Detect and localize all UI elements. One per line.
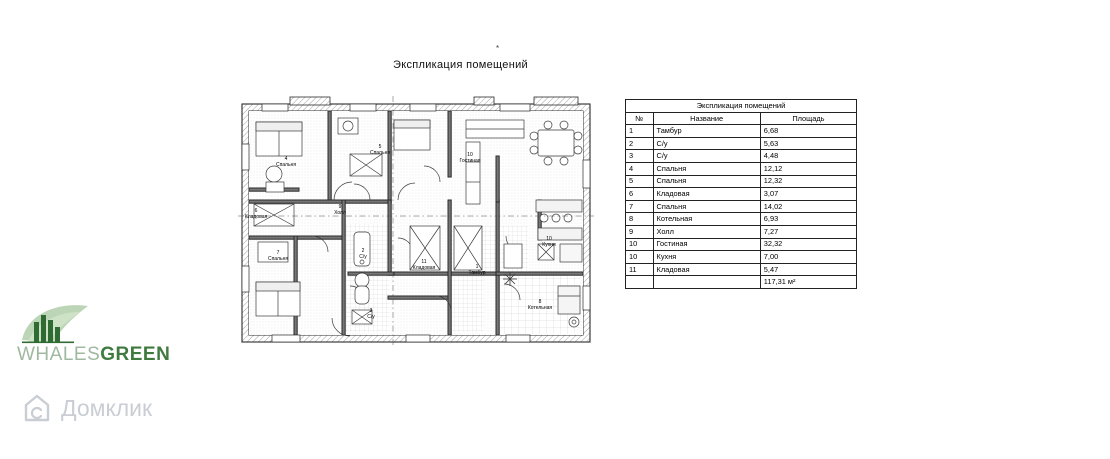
watermark-domclick: [22, 392, 152, 424]
watermark-whales-green: [14, 296, 214, 370]
room-num: 4: [284, 156, 288, 162]
cell-name: Кладовая: [653, 263, 760, 276]
cell-area: 7,27: [760, 225, 856, 238]
cell-num: 5: [626, 175, 654, 188]
whales-word: WHALES: [17, 344, 101, 365]
table-row: [626, 251, 857, 264]
page-title: Экспликация помещений: [393, 59, 528, 71]
cell-name: С/у: [653, 150, 760, 163]
total-spacer-num: [626, 276, 654, 289]
room-name: С/у: [359, 254, 367, 261]
room-name: Гостиная: [459, 158, 481, 165]
room-name: Кухня: [542, 242, 556, 249]
table-row: [626, 238, 857, 251]
cell-num: 9: [626, 225, 654, 238]
room-num: 3: [369, 308, 373, 314]
cell-num: 7: [626, 200, 654, 213]
whales-green-wordmark: [17, 344, 170, 366]
room-num: 10: [546, 236, 552, 242]
room-num: 10: [467, 152, 473, 158]
room-name: Тамбур: [468, 270, 486, 277]
cell-area: 12,12: [760, 162, 856, 175]
cell-area: 5,47: [760, 263, 856, 276]
cell-name: Спальня: [653, 200, 760, 213]
cell-area: 6,93: [760, 213, 856, 226]
table-row: [626, 263, 857, 276]
room-name: Котельная: [527, 305, 553, 312]
table-row: [626, 150, 857, 163]
cell-name: Гостиная: [653, 238, 760, 251]
table-row: [626, 125, 857, 138]
table-row: [626, 137, 857, 150]
cell-num: 6: [626, 188, 654, 201]
cell-num: 8: [626, 213, 654, 226]
room-name: Спальня: [369, 150, 391, 157]
cell-name: Кладовая: [653, 188, 760, 201]
table-caption: Экспликация помещений: [626, 100, 857, 113]
explication-table: [625, 99, 857, 289]
total-area: 117,31 м²: [760, 276, 856, 289]
cell-area: 14,02: [760, 200, 856, 213]
room-name: Кладовая: [244, 214, 268, 221]
green-word: GREEN: [100, 344, 171, 365]
room-num: 11: [421, 259, 427, 265]
table-row: [626, 175, 857, 188]
room-name: Спальня: [267, 256, 289, 263]
cell-num: 4: [626, 162, 654, 175]
table-caption-row: [626, 100, 857, 113]
domclick-house-icon: [22, 392, 52, 424]
cell-name: Тамбур: [653, 125, 760, 138]
room-num: 2: [361, 248, 365, 254]
cell-area: 32,32: [760, 238, 856, 251]
table-row: [626, 213, 857, 226]
cell-area: 3,07: [760, 188, 856, 201]
total-spacer-name: [653, 276, 760, 289]
room-name: Спальня: [275, 162, 297, 169]
cell-num: 2: [626, 137, 654, 150]
col-header-area: Площадь: [760, 112, 856, 125]
room-num: 1: [475, 264, 479, 270]
col-header-name: Название: [653, 112, 760, 125]
room-num: 5: [378, 144, 382, 150]
tiny-mark: *: [496, 44, 500, 53]
cell-num: 10: [626, 238, 654, 251]
cell-area: 7,00: [760, 251, 856, 264]
table-row: [626, 200, 857, 213]
table-total-row: [626, 276, 857, 289]
cell-name: Котельная: [653, 213, 760, 226]
cell-num: 11: [626, 263, 654, 276]
cell-area: 5,63: [760, 137, 856, 150]
cell-name: Кухня: [653, 251, 760, 264]
table-header-row: [626, 112, 857, 125]
cell-num: 1: [626, 125, 654, 138]
cell-area: 4,48: [760, 150, 856, 163]
domclick-wordmark: Домклик: [61, 394, 153, 421]
cell-num: 3: [626, 150, 654, 163]
room-name: Кладовая: [412, 265, 436, 272]
cell-name: Спальня: [653, 162, 760, 175]
cell-num: 10: [626, 251, 654, 264]
room-num: 6: [254, 208, 258, 214]
cell-area: 6,68: [760, 125, 856, 138]
cell-name: Спальня: [653, 175, 760, 188]
cell-area: 12,32: [760, 175, 856, 188]
col-header-num: №: [626, 112, 654, 125]
room-name: Холл: [334, 210, 346, 217]
room-num: 9: [338, 204, 342, 210]
room-num: 8: [538, 299, 542, 305]
table-row: [626, 162, 857, 175]
cell-name: Холл: [653, 225, 760, 238]
table-row: [626, 225, 857, 238]
floor-plan: [238, 96, 594, 346]
table-row: [626, 188, 857, 201]
room-num: 7: [276, 250, 280, 256]
room-name: С/у: [367, 314, 375, 321]
cell-name: С/у: [653, 137, 760, 150]
